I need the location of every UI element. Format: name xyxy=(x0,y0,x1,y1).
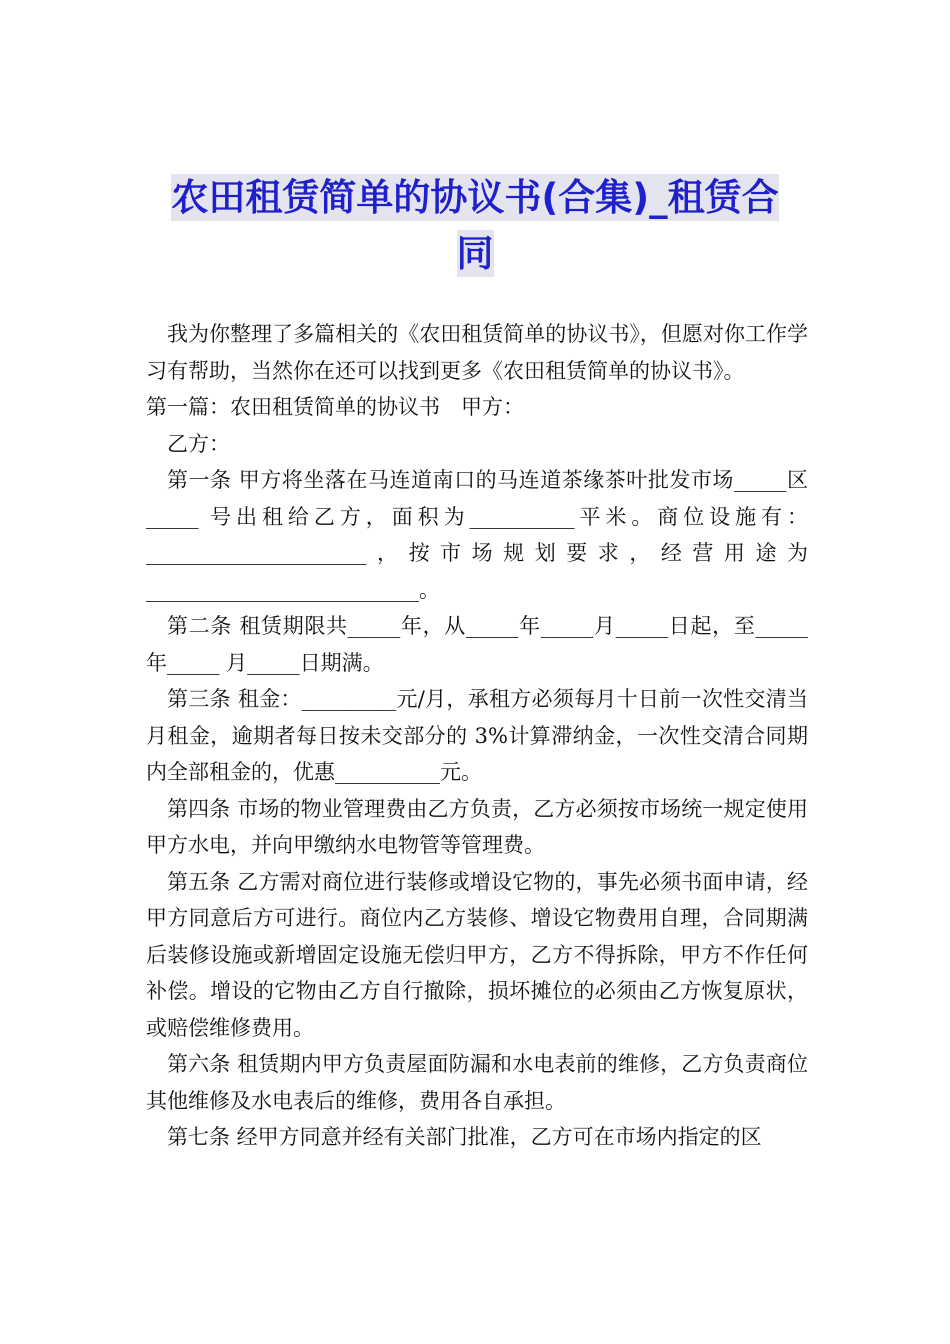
intro-paragraph: 我为你整理了多篇相关的《农田租赁简单的协议书》，但愿对你工作学习有帮助，当然你在还可以找到更多《农田租赁简单的协议书》。 xyxy=(146,322,808,383)
clause-5: 第五条 乙方需对商位进行装修或增设它物的，事先必须书面申请，经甲方同意后方可进行。商位内乙方装修、增设它物费用自理，合同期满后装修设施或新增固定设施无偿归甲方，乙方不得拆除，甲方不作任何补偿。增设的它物由乙方自行撤除，损坏摊位的必须由乙方恢复原状，或赔偿维修费用。 xyxy=(146,869,808,1040)
clause-1: 第一条 甲方将坐落在马连道南口的马连道茶缘茶叶批发市场_____区_____ 号出租给乙方，面积为__________平米。商位设施有：_____________________，按市场规划要求，经营用途为__________________________。 xyxy=(146,468,808,602)
clause-4: 第四条 市场的物业管理费由乙方负责，乙方必须按市场统一规定使用甲方水电，并向甲缴纳水电物管等管理费。 xyxy=(146,796,808,857)
title-line-2: 同 xyxy=(456,232,494,275)
document-title xyxy=(140,170,810,282)
party-b-line: 乙方： xyxy=(167,431,230,456)
clause-7: 第七条 经甲方同意并经有关部门批准，乙方可在市场内指定的区 xyxy=(167,1125,762,1149)
clause-3: 第三条 租金：_________元/月，承租方必须每月十日前一次性交清当月租金，逾期者每日按未交部分的 3%计算滞纳金，一次性交清合同期内全部租金的，优惠__________元。 xyxy=(146,687,808,784)
title-line-1: 农田租赁简单的协议书(合集)_租赁合 xyxy=(171,176,779,219)
section-heading: 第一篇：农田租赁简单的协议书 甲方： xyxy=(146,395,524,419)
document-body xyxy=(146,316,808,1156)
clause-2: 第二条 租赁期限共_____年，从_____年_____月_____日起，至_____ 年_____ 月_____日期满。 xyxy=(146,614,808,675)
clause-6: 第六条 租赁期内甲方负责屋面防漏和水电表前的维修，乙方负责商位其他维修及水电表后的维修，费用各自承担。 xyxy=(146,1052,808,1113)
